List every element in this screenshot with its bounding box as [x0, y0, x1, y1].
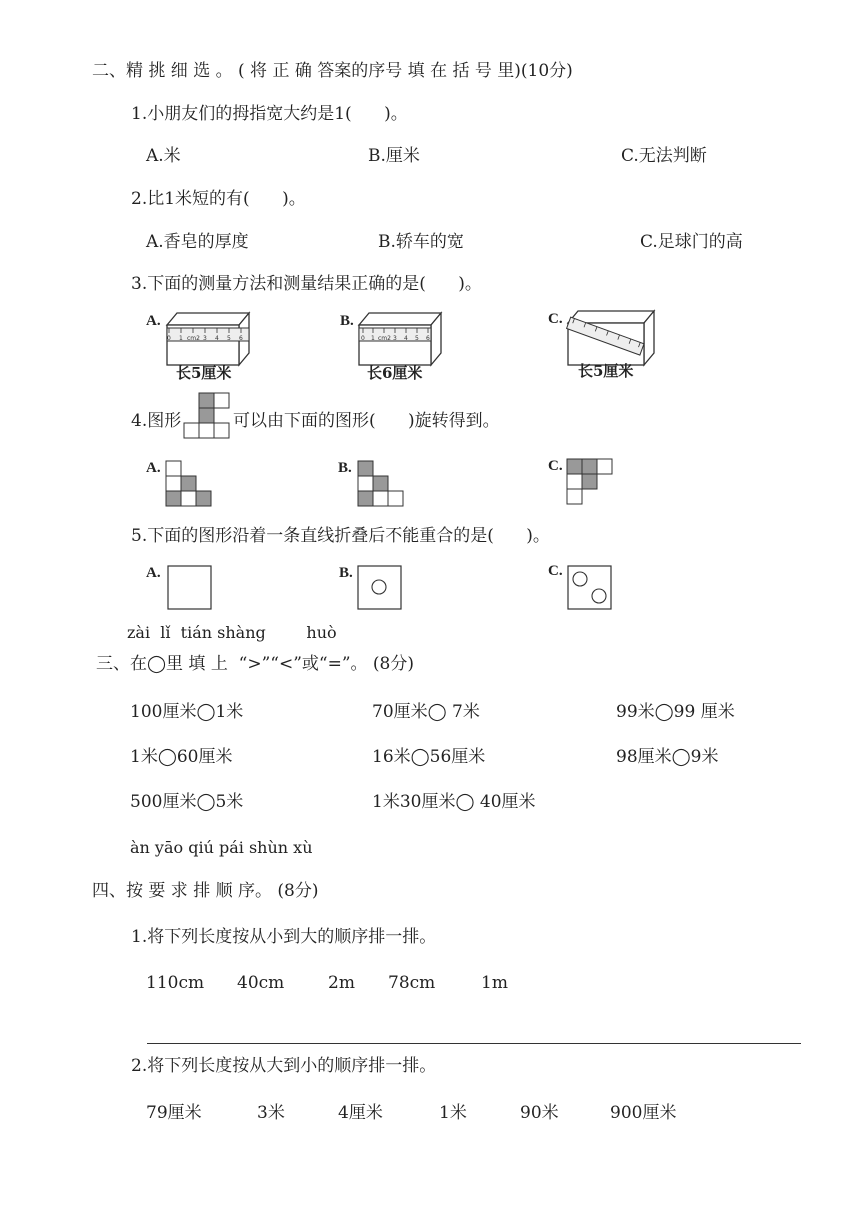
q3-box-ruler-c-figure	[566, 309, 658, 367]
length-item: 4厘米	[338, 1103, 383, 1123]
q1-option-b[interactable]: B.厘米	[368, 146, 420, 166]
compare-item[interactable]: 1米30厘米◯ 40厘米	[372, 792, 536, 812]
ruler-tick-label: 6	[239, 335, 243, 342]
ruler-tick-label: 3	[393, 335, 397, 342]
ruler-tick-label: 5	[415, 335, 419, 342]
q2-option-b[interactable]: B.轿车的宽	[378, 232, 464, 252]
compare-item[interactable]: 98厘米◯9米	[616, 747, 719, 767]
length-item: 90米	[520, 1103, 559, 1123]
compare-item[interactable]: 1米◯60厘米	[130, 747, 233, 767]
ruler-tick-label: cm2	[378, 335, 391, 342]
q2-stem: 2.比1米短的有( )。	[131, 189, 306, 209]
q4-option-c-letter[interactable]: C.	[548, 458, 563, 474]
q3-option-a-letter[interactable]: A.	[146, 313, 161, 329]
q5-option-a-square	[167, 565, 213, 611]
q3-option-b-letter[interactable]: B.	[340, 313, 354, 329]
q5-option-c-letter[interactable]: C.	[548, 563, 563, 579]
ruler-tick-label: 1	[371, 335, 375, 342]
length-item: 1m	[481, 973, 508, 993]
section3-pinyin: zài lǐ tián shàng huò	[127, 623, 337, 642]
compare-item[interactable]: 16米◯56厘米	[372, 747, 486, 767]
section4-heading: 四、按 要 求 排 顺 序。 (8分)	[92, 881, 319, 901]
q5-option-a-letter[interactable]: A.	[146, 565, 161, 581]
q5-option-c-square-circles	[567, 565, 613, 611]
length-item: 79厘米	[146, 1103, 202, 1123]
q4-target-shape	[182, 392, 230, 440]
q3-caption-a: 长5厘米	[176, 364, 232, 382]
q4-2-stem: 2.将下列长度按从大到小的顺序排一排。	[131, 1056, 437, 1076]
length-item: 900厘米	[610, 1103, 677, 1123]
q4-stem-before: 4.图形	[131, 411, 182, 431]
ruler-tick-label: 0	[167, 335, 171, 342]
q5-option-b-letter[interactable]: B.	[339, 565, 353, 581]
q3-caption-b: 长6厘米	[367, 364, 423, 382]
q3-option-c-letter[interactable]: C.	[548, 311, 563, 327]
q2-option-c[interactable]: C.足球门的高	[640, 232, 743, 252]
q3-box-ruler-a-figure	[165, 311, 250, 366]
q4-option-a-shape	[164, 459, 214, 509]
ruler-tick-label: 5	[227, 335, 231, 342]
q4-option-b-letter[interactable]: B.	[338, 460, 352, 476]
section3-heading: 三、在◯里 填 上 “>”“<”或“=”。 (8分)	[96, 654, 415, 674]
answer-line[interactable]	[147, 1043, 801, 1044]
q3-box-ruler-b-figure	[357, 311, 442, 366]
compare-item[interactable]: 500厘米◯5米	[130, 792, 244, 812]
section4-pinyin: àn yāo qiú pái shùn xù	[130, 838, 313, 857]
ruler-tick-label: 1	[179, 335, 183, 342]
q1-option-c[interactable]: C.无法判断	[621, 146, 707, 166]
length-item: 40cm	[237, 973, 285, 993]
q3-caption-c: 长5厘米	[578, 362, 634, 380]
ruler-tick-label: 4	[215, 335, 219, 342]
q5-stem: 5.下面的图形沿着一条直线折叠后不能重合的是( )。	[131, 526, 550, 546]
length-item: 1米	[439, 1103, 467, 1123]
compare-item[interactable]: 70厘米◯ 7米	[372, 702, 480, 722]
q4-option-c-shape	[565, 457, 615, 507]
section2-heading: 二、精 挑 细 选 。 ( 将 正 确 答案的序号 填 在 括 号 里)(10分)	[92, 61, 573, 81]
length-item: 110cm	[146, 973, 205, 993]
q5-option-b-square-circle	[357, 565, 403, 611]
ruler-tick-label: 0	[361, 335, 365, 342]
q2-option-a[interactable]: A.香皂的厚度	[146, 232, 249, 252]
q4-stem-after: 可以由下面的图形( )旋转得到。	[233, 411, 500, 431]
q4-1-stem: 1.将下列长度按从小到大的顺序排一排。	[131, 927, 437, 947]
length-item: 2m	[328, 973, 355, 993]
length-item: 3米	[257, 1103, 285, 1123]
ruler-tick-label: cm2	[187, 335, 200, 342]
ruler-tick-label: 6	[426, 335, 430, 342]
compare-item[interactable]: 99米◯99 厘米	[616, 702, 735, 722]
compare-item[interactable]: 100厘米◯1米	[130, 702, 244, 722]
ruler-tick-label: 4	[404, 335, 408, 342]
q3-stem: 3.下面的测量方法和测量结果正确的是( )。	[131, 274, 482, 294]
q4-option-b-shape	[356, 459, 406, 509]
q1-stem: 1.小朋友们的拇指宽大约是1( )。	[131, 104, 408, 124]
q1-option-a[interactable]: A.米	[146, 146, 181, 166]
length-item: 78cm	[388, 973, 436, 993]
q4-option-a-letter[interactable]: A.	[146, 460, 161, 476]
ruler-tick-label: 3	[203, 335, 207, 342]
